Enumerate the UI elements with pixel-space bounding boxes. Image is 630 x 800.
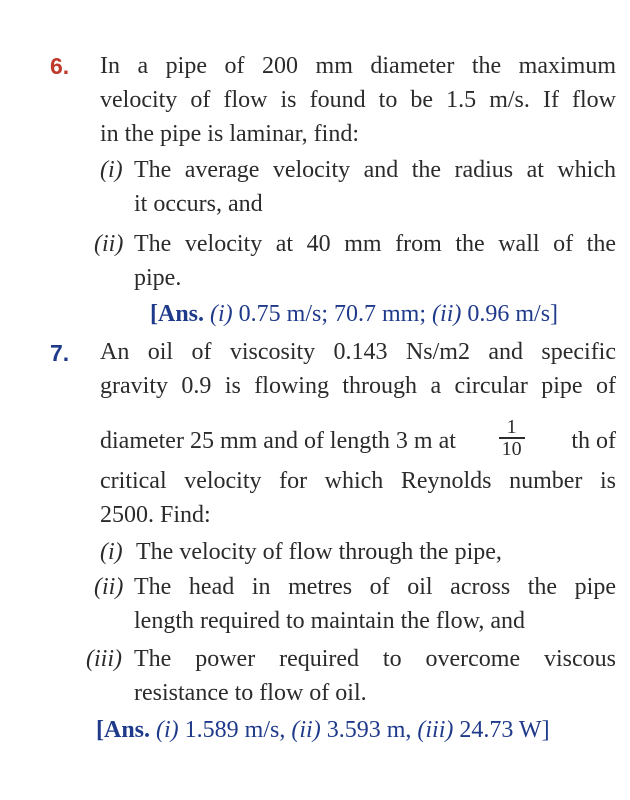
answer-line: [96, 716, 550, 744]
answer-label: (iii): [417, 717, 454, 743]
answer-line: [150, 300, 558, 328]
sub-item-label: (iii): [86, 646, 122, 672]
answer-label: (ii): [432, 301, 462, 327]
sub-item-text: resistance to flow of oil.: [134, 680, 367, 706]
problem-text-line: 2500. Find:: [100, 502, 211, 528]
sub-item-label: (ii): [94, 231, 124, 257]
answer-label: (ii): [291, 717, 321, 743]
problem-text-line: An oil of viscosity 0.143 Ns/m2 and specific: [100, 339, 616, 365]
sub-item-text: pipe.: [134, 265, 182, 291]
answer-value: 24.73 W]: [459, 717, 550, 743]
answer-value: 0.96 m/s]: [467, 301, 559, 327]
answer-prefix: [Ans.: [150, 301, 205, 327]
fraction-denominator: 10: [501, 438, 522, 460]
sub-item-text: The velocity at 40 mm from the wall of the: [134, 231, 616, 257]
problem-text-line: velocity of flow is found to be 1.5 m/s. If flow: [100, 87, 616, 113]
sub-item-text: it occurs, and: [134, 191, 263, 217]
answer-value: 0.75 m/s; 70.7 mm;: [238, 301, 427, 327]
answer-value: 1.589 m/s,: [184, 717, 286, 743]
text-segment: th of: [571, 428, 616, 454]
sub-item-text: The average velocity and the radius at which: [134, 157, 616, 183]
answer-value: 3.593 m,: [326, 717, 412, 743]
fraction-numerator: 1: [499, 417, 525, 439]
sub-item-label: (i): [100, 157, 123, 183]
problem-text-line-with-fraction: [100, 416, 616, 462]
sub-item-text: The head in metres of oil across the pipe: [134, 574, 616, 600]
sub-item-label: (i): [100, 539, 123, 565]
problem-text-line: in the pipe is laminar, find:: [100, 121, 359, 147]
answer-prefix: [Ans.: [96, 717, 151, 743]
problem-text-line: In a pipe of 200 mm diameter the maximum: [100, 53, 616, 79]
fraction: [499, 417, 525, 459]
answer-label: (i): [156, 717, 179, 743]
problem-text-line: critical velocity for which Reynolds number is: [100, 468, 616, 494]
sub-item-text: The velocity of flow through the pipe,: [136, 539, 502, 565]
sub-item-label: (ii): [94, 574, 124, 600]
problem-text-line: gravity 0.9 is flowing through a circular pipe of: [100, 373, 616, 399]
answer-label: (i): [210, 301, 233, 327]
problem-number: 6.: [50, 53, 70, 79]
text-segment: diameter 25 mm and of length 3 m at: [100, 428, 456, 454]
problem-number: 7.: [50, 340, 70, 366]
sub-item-text: length required to maintain the flow, and: [134, 608, 525, 634]
sub-item-text: The power required to overcome viscous: [134, 646, 616, 672]
